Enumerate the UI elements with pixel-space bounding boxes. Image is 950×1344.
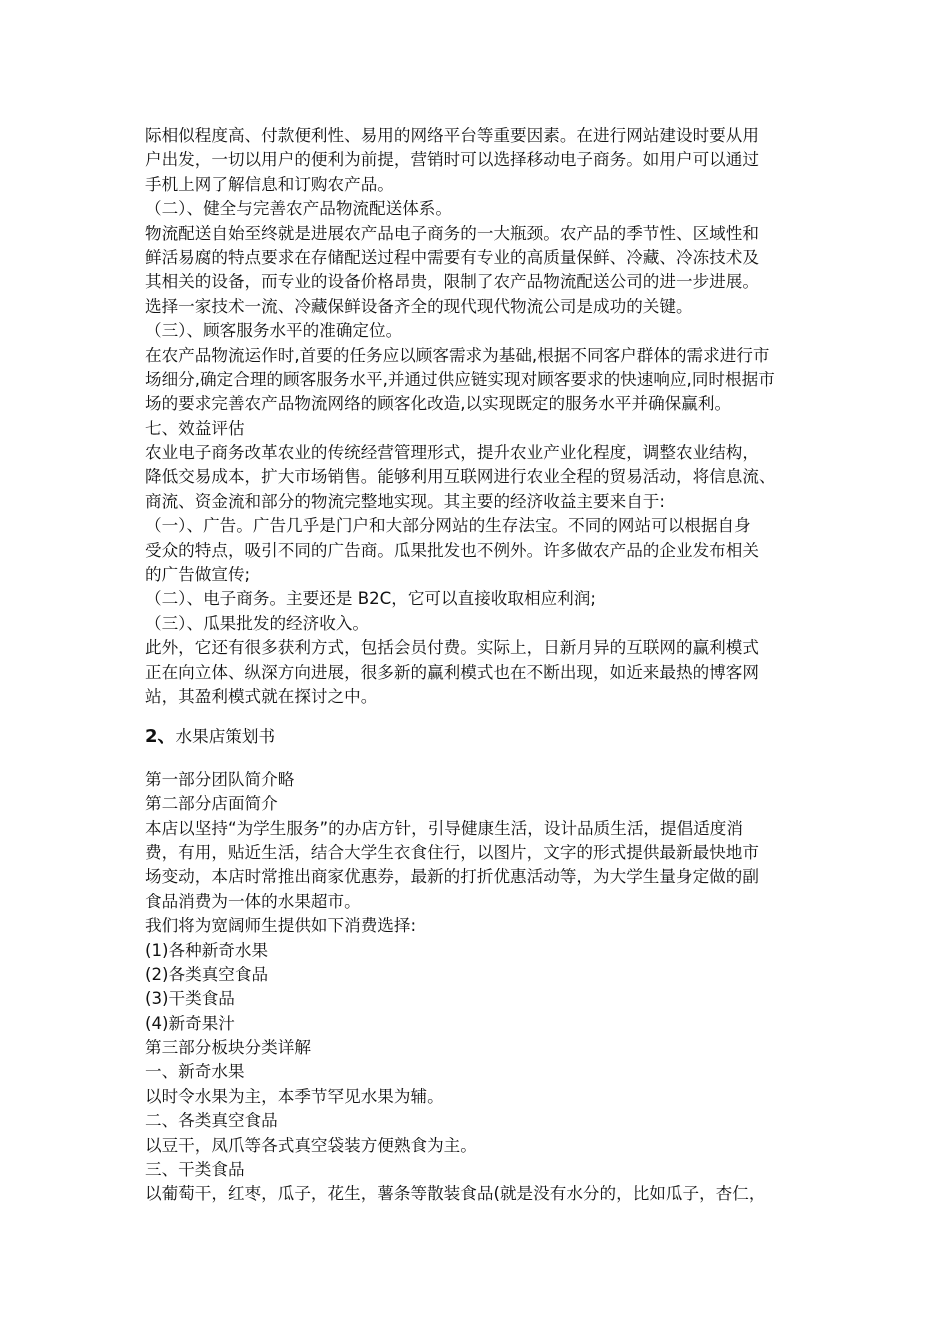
text-line: 际相似程度高、付款便利性、易用的网络平台等重要因素。在进行网站建设时要从用 [145,126,759,145]
list-item: (4)新奇果汁 [145,1013,235,1033]
text-line: 户出发，一切以用户的便利为前提，营销时可以选择移动电子商务。如用户可以通过 [145,150,759,170]
text-line: （三）、瓜果批发的经济收入。 [145,613,370,633]
text-line: （二）、电子商务。主要还是 B2C，它可以直接收取相应利润; [145,589,596,609]
heading-title: 水果店策划书 [175,727,276,747]
section-1-body [145,124,810,709]
subheading-line: 七、效益评估 [145,418,245,438]
heading-number: 2、 [145,726,176,748]
text-line: 在农产品物流运作时,首要的任务应以顾客需求为基础,根据不同客户群体的需求进行市 [145,345,770,365]
list-item: (1)各种新奇水果 [145,940,269,960]
subheading-line: （三）、顾客服务水平的准确定位。 [145,321,403,341]
text-line: 二、各类真空食品 [145,1111,278,1131]
list-item: (2)各类真空食品 [145,964,269,984]
text-line: 食品消费为一体的水果超市。 [145,891,361,911]
subheading-line: （二）、健全与完善农产品物流配送体系。 [145,199,452,219]
text-line: 第三部分板块分类详解 [145,1038,311,1058]
text-line: 第一部分团队简介略 [145,769,295,789]
text-line: 场细分,确定合理的顾客服务水平,并通过供应链实现对顾客要求的快速响应,同时根据市 [145,369,775,389]
text-line: 我们将为宽阔师生提供如下消费选择: [145,916,417,936]
text-line: 本店以坚持“为学生服务”的办店方针，引导健康生活，设计品质生活，提倡适度消 [145,818,743,838]
text-line: 正在向立体、纵深方向进展，很多新的赢利模式也在不断出现，如近来最热的博客网 [145,662,759,682]
text-line: 受众的特点，吸引不同的广告商。瓜果批发也不例外。许多做农产品的企业发布相关 [145,540,759,560]
text-line: 一、新奇水果 [145,1062,245,1082]
text-line: 降低交易成本，扩大市场销售。能够利用互联网进行农业全程的贸易活动，将信息流、 [145,467,776,487]
section-heading [145,725,810,749]
text-line: 以时令水果为主，本季节罕见水果为辅。 [145,1086,444,1106]
text-line: 选择一家技术一流、冷藏保鲜设备齐全的现代现代物流公司是成功的关键。 [145,296,693,316]
text-line: 物流配送自始至终就是进展农产品电子商务的一大瓶颈。农产品的季节性、区域性和 [145,223,759,243]
text-line: （一）、广告。广告几乎是门户和大部分网站的生存法宝。不同的网站可以根据自身 [145,516,751,536]
text-line: 第二部分店面简介 [145,794,278,814]
section-2-body [145,768,810,1207]
list-item: (3)干类食品 [145,989,235,1009]
text-line: 手机上网了解信息和订购农产品。 [145,174,394,194]
text-line: 的广告做宣传; [145,565,251,585]
text-line: 费，有用，贴近生活，结合大学生衣食住行，以图片，文字的形式提供最新最快地市 [145,842,759,862]
text-line: 其相关的设备，而专业的设备价格昂贵，限制了农产品物流配送公司的进一步进展。 [145,272,759,292]
text-line: 场的要求完善农产品物流网络的顾客化改造,以实现既定的服务水平并确保赢利。 [145,394,732,414]
text-line: 三、干类食品 [145,1160,245,1180]
text-line: 农业电子商务改革农业的传统经营管理形式，提升农业产业化程度，调整农业结构， [145,443,759,463]
text-line: 以葡萄干，红枣，瓜子，花生，薯条等散装食品(就是没有水分的，比如瓜子，杏仁， [145,1184,766,1204]
text-line: 站，其盈利模式就在探讨之中。 [145,686,378,706]
document-page [145,124,810,1207]
text-line: 商流、资金流和部分的物流完整地实现。其主要的经济收益主要来自于: [145,491,665,511]
text-line: 此外，它还有很多获利方式，包括会员付费。实际上，日新月异的互联网的赢利模式 [145,638,759,658]
text-line: 场变动，本店时常推出商家优惠券，最新的打折优惠活动等，为大学生量身定做的副 [145,867,759,887]
text-line: 鲜活易腐的特点要求在存储配送过程中需要有专业的高质量保鲜、冷藏、冷冻技术及 [145,247,759,267]
text-line: 以豆干，凤爪等各式真空袋装方便熟食为主。 [145,1135,477,1155]
